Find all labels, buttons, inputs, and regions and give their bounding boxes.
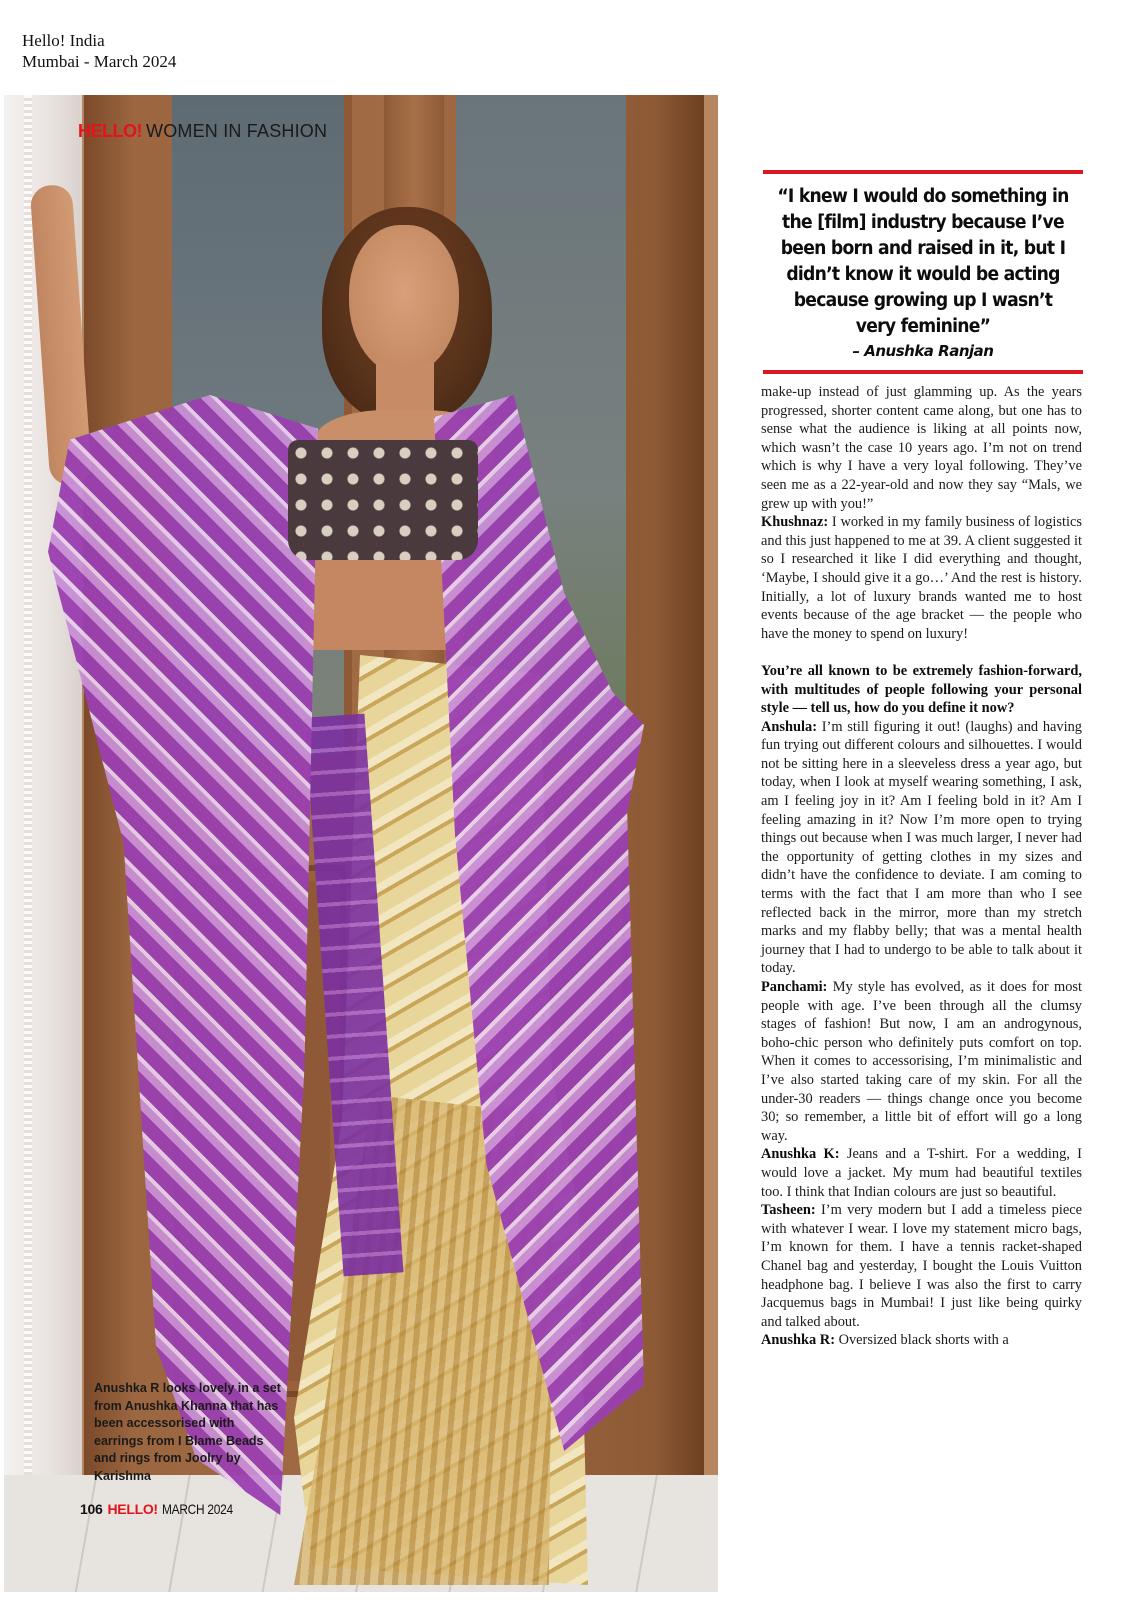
pull-quote [763, 170, 1083, 374]
edition-line: Mumbai - March 2024 [22, 52, 177, 71]
speaker-name: Anushka R: [761, 1332, 835, 1349]
paragraph-text: make-up instead of just glamming up. As the years progressed, shorter content came along, but one has to sense what the audience is liking at all points now, which wasn’t the case 10 years ago. I’m not on trend which is why I have a very loyal following. They’ve seen me as a 22-year-old and now they say “Mals, we grew up with you!” [761, 384, 1082, 512]
kicker-brand: HELLO! [78, 121, 142, 141]
photo-caption: Anushka R looks lovely in a set from Anushka Khanna that has been accessorised with earrings from I Blame Beads and rings from Joolry by Karishma [94, 1381, 281, 1483]
pull-quote-text: “I knew I would do something in the [film] industry because I’ve been born and raised in it, but I didn’t know it would be acting because growing up I wasn’t very feminine” [777, 186, 1069, 337]
source-header [22, 30, 176, 72]
paragraph [761, 513, 1082, 643]
speaker-name: Panchami: [761, 979, 828, 995]
model-midriff [304, 555, 464, 650]
article-body [761, 383, 1082, 1350]
pull-quote-attribution: – Anushka Ranjan [852, 342, 994, 360]
answer [761, 718, 1082, 978]
speaker-name: Anushka K: [761, 1146, 840, 1163]
answer-text: I’m still figuring it out! (laughs) and having fun trying out different colours and silhouettes. I would not be sitting here in a sleeveless dress a year ago, but today, when I look at myself wearing something, I ask, am I feeling joy in it? Am I feeling bold in it? Am I feeling amazing in it? Now I’m more open to trying things out because when I was much larger, I never had the opportunity of getting clothes in my sizes and didn’t have the confidence to deviate. I am coming to terms with the fact that I am more than who I see reflected back in the mirror, more than my stretch marks and my flabby belly; that was a mental health journey that I had to undergo to be able to talk about it today. [761, 718, 1082, 977]
answer-text: I’m very modern but I add a timeless piece with whatever I wear. I love my statement micro bags, I’m known for them. I have a tennis racket-shaped Chanel bag and yesterday, I bought the Louis Vuitton headphone bag. I believe I was also the first to carry Jacquemus bags in Mumbai! I just like being quirky and talked about. [761, 1202, 1082, 1330]
answer [761, 1331, 1082, 1350]
answer-text: My style has evolved, as it does for most people with age. I’ve been through all the clumsy stages of fashion! But now, I am an androgynous, boho-chic person who definitely puts comfort on top. When it comes to accessorising, I’m minimalistic and I’ve also started taking care of my skin. For all the under-30 readers — things change once you become 30; so remember, a little bit of effort will go a long way. [761, 979, 1082, 1144]
fashion-photo [4, 95, 718, 1592]
answer [761, 1145, 1082, 1201]
answer [761, 978, 1082, 1145]
page-folio [80, 1501, 245, 1517]
speaker-name: Anshula: [761, 718, 817, 735]
interview-question: You’re all known to be extremely fashion-forward, with multitudes of people following your personal style — tell us, how do you define it now? [761, 662, 1082, 717]
kicker-section: WOMEN IN FASHION [146, 121, 328, 141]
embellished-blouse [288, 440, 478, 560]
paragraph [761, 383, 1082, 513]
speaker-name: Khushnaz: [761, 514, 829, 531]
section-kicker [78, 121, 327, 142]
publication-name: Hello! India [22, 31, 105, 50]
answer-text: Oversized black shorts with a [834, 1332, 1009, 1349]
answer [761, 1201, 1082, 1331]
speaker-name: Tasheen: [761, 1202, 816, 1219]
folio-brand: HELLO! [107, 1501, 158, 1517]
model-face [349, 225, 459, 375]
answer-text: Jeans and a T-shirt. For a wedding, I would love a jacket. My mum had beautiful textiles too. I think that Indian colours are just so beautiful. [761, 1146, 1082, 1200]
folio-date: MARCH 2024 [161, 1501, 233, 1517]
paragraph-text: I worked in my family business of logistics and this just happened to me at 39. A client suggested it so I researched it like I did everything and thought, ‘Maybe, I should give it a go…’ And the rest is history. Initially, a lot of luxury brands wanted me to host events because of the age bracket — the people who have the money to spend on luxury! [761, 514, 1082, 642]
page-number: 106 [80, 1501, 103, 1517]
